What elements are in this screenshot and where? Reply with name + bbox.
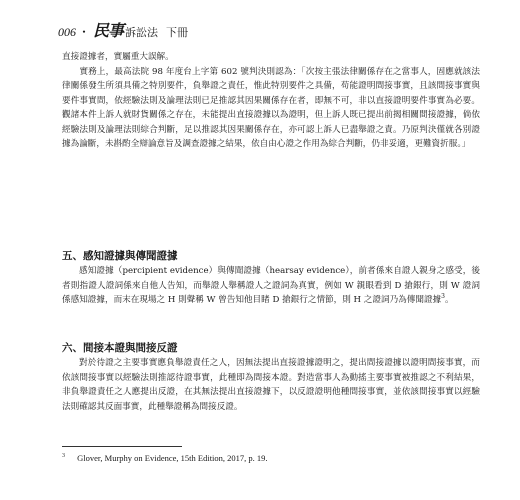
footnote-reference: 3 — [441, 293, 445, 301]
footnote — [62, 453, 482, 463]
section-5-body — [62, 264, 480, 308]
page-number: 006 — [58, 25, 76, 39]
section-6-body — [62, 356, 480, 414]
footnote-divider — [62, 446, 182, 447]
intro-section — [62, 50, 480, 152]
section-5-text-end: 。 — [444, 295, 454, 305]
section-heading-5: 五、感知證據與傳聞證據 — [62, 250, 178, 262]
book-title: 訴訟法 — [125, 26, 159, 39]
intro-paragraph-2: 實務上，最高法院 98 年度台上字第 602 號判決則認為：「次按主張法律關係存在之當事人，固應就該法律關係發生所須具備之特別要件，負舉證之責任，惟此特別要件之具備，苟能證明間接事實，且該間接事實與要件事實間，依經驗法則及論理法則已足推認其因果關係存在者，即無不可，非以直接證明要件事實為必要。觀諸本件上訴人就財貨關係之存在，未能提出直接證據以為證明，但上訴人既已提出前揭相關間接證據，倘依經驗法則及論理法則綜合判斷，足以推認其因果關係存在，亦可認上訴人已盡舉證之責。乃原判決僅就各別證據為論斷，未斟酌全辯論意旨及調查證據之結果，依自由心證之作用為綜合判斷，仍非妥適，更難資折服。」 — [62, 66, 480, 149]
header-separator: ・ — [78, 25, 91, 39]
section-5-text: 感知證據（percipient evidence）與傳聞證據（hearsay evidence），前者係來自證人親身之感受，後者則指證人證詞係來自他人告知，而舉證人舉稱證人之證詞為真實，例如 W 親眼看到 D 搶銀行，則 W 證詞係感知證據，而末在現場之 H 則聲稱 W 曾告知他目睹 D 搶銀行之情節，則 H 之證詞乃為傳聞證據 — [62, 266, 480, 305]
section-6-paragraph: 對於待證之主要事實應負舉證責任之人，因無法提出直接證據證明之，提出間接證據以證明間接事實，而依該間接事實以經驗法則推認待證事實，此種即為間接本證。對造當事人為動搖主要事實被推認之不利結果，非負舉證責任之人應提出反證，在其無法提出直接證據下，以反證證明他種間接事實，並依該間接事實以經驗法則確認其反面事實，此種舉證稱為間接反證。 — [62, 358, 480, 412]
footnote-mark: 3 — [62, 453, 65, 460]
section-5-paragraph — [62, 264, 480, 308]
section-heading-6: 六、間接本證與間接反證 — [62, 342, 178, 354]
intro-paragraph-1: 直接證據者，實屬重大誤解。 — [62, 52, 174, 62]
footnote-text: Glover, Murphy on Evidence, 15th Edition, 2017, p. 19. — [77, 453, 268, 463]
running-header — [58, 18, 478, 40]
volume-label: 下冊 — [166, 26, 189, 39]
book-logo: 民事 — [93, 21, 124, 40]
